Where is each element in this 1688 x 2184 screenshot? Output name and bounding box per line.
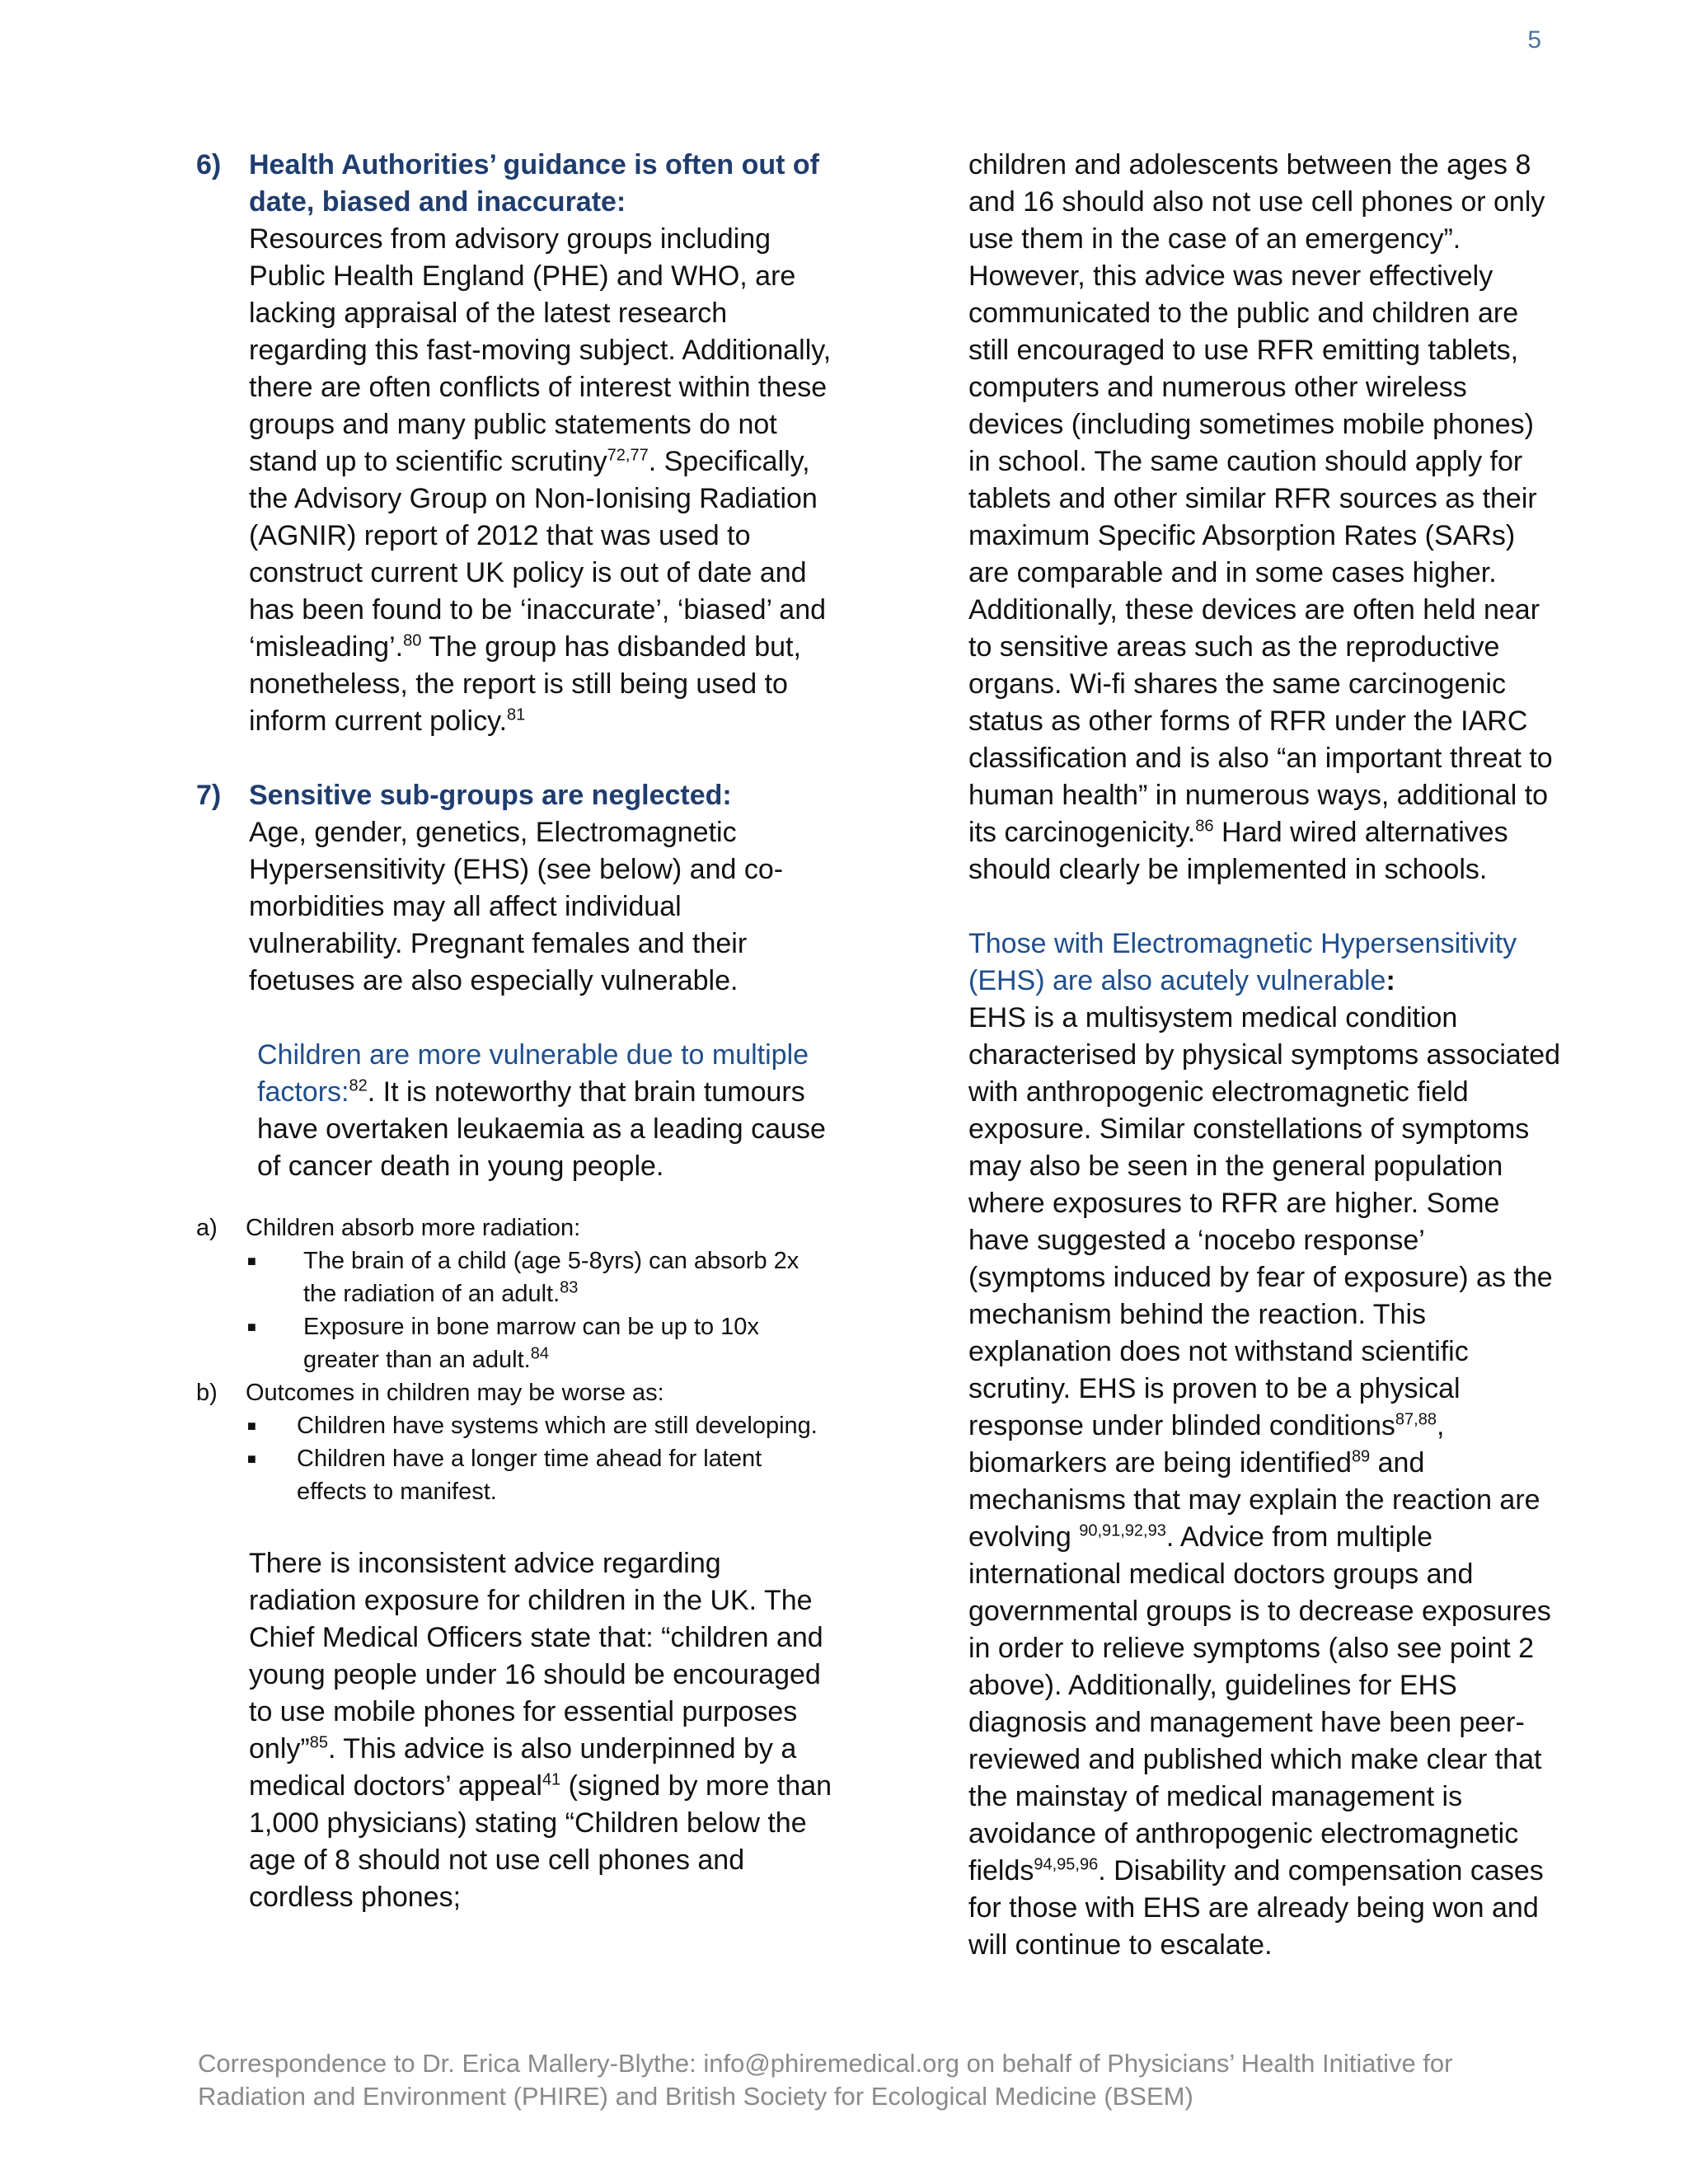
children-vulnerability [249, 1037, 835, 1185]
citation: 82 [349, 1076, 368, 1095]
section-7-heading: Sensitive sub-groups are neglected: [249, 780, 732, 811]
citation: 89 [1351, 1447, 1371, 1466]
square-bullet-icon: ■ [247, 1451, 256, 1467]
citation: 72,77 [607, 446, 649, 465]
citation: 86 [1195, 817, 1214, 836]
right-column [968, 147, 1562, 1964]
square-bullet-icon: ■ [247, 1253, 256, 1269]
section-6-heading: Health Authorities’ guidance is often out of date, biased and inaccurate: [249, 149, 819, 218]
citation: 41 [542, 1770, 561, 1789]
citation: 94,95,96 [1034, 1855, 1099, 1874]
ehs-subheading: Those with Electromagnetic Hypersensitivity (EHS) are also acutely vulnerable: [968, 928, 1517, 996]
children-subheading: Children are more vulnerable due to multiple factors: [257, 1039, 809, 1108]
list-letter: a) [196, 1215, 218, 1241]
bullet-item: ■ The brain of a child (age 5-8yrs) can absorb 2x the radiation of an adult.$^{83}$ [247, 1244, 835, 1310]
citation: 87,88 [1395, 1410, 1437, 1429]
left-column [196, 147, 835, 1916]
children-factors-list [196, 1202, 835, 1508]
citation: 85 [309, 1733, 328, 1752]
bullet-item: ■ Children have a longer time ahead for latent effects to manifest. [247, 1442, 835, 1508]
ehs-paragraph: EHS is a multisystem medical condition characterised by physical symptoms associated with anthropogenic electromagnetic field exposure. Similar constellations of symptoms may also be seen in the general population where exposures to RFR are higher. Some have suggested a ‘nocebo response’ (symptoms induced by fear of exposure) as the mechanism behind the reaction. This explanation does not withstand scientific scrutiny. EHS is proven to be a physical response under blinded conditions$^{87,88}$, biomarkers are being identified$^{89}$ and mechanisms that may explain the reaction are evolving $^{90,91,92,93}$. Advice from multiple international medical doctors groups and governmental groups is to decrease exposures in order to relieve symptoms (also see point 2 above). Additionally, guidelines for EHS diagnosis and management have been peer-reviewed and published which make clear that the mainstay of medical management is avoidance of anthropogenic electromagnetic fields$^{94,95,96}$. Disability and compensation cases for those with EHS are already being won and will continue to escalate. [968, 1002, 1561, 1961]
section-7 [196, 777, 835, 1185]
advice-paragraph: There is inconsistent advice regarding radiation exposure for children in the UK. The Chief Medical Officers state that: “children and young people under 16 should be encouraged to use mobile phones for essential purposes only”$^{85}$. This advice is also underpinned by a medical doctors’ appeal$^{41}$ (signed by more than 1,000 physicians) stating “Children below the age of 8 should not use cell phones and cordless phones; [249, 1548, 832, 1913]
citation: 84 [530, 1344, 549, 1363]
citation: 83 [560, 1278, 579, 1297]
list-item-text: Outcomes in children may be worse as: [246, 1380, 664, 1406]
citation: 81 [507, 705, 526, 724]
children-paragraph: Children are more vulnerable due to multiple factors:$^{82}$. It is noteworthy that brain tumours have overtaken leukaemia as a leading cause of cancer death in young people. [257, 1039, 826, 1182]
bullet-item: ■ Exposure in bone marrow can be up to 10x greater than an adult.$^{84}$ [247, 1310, 835, 1376]
citation: 90,91,92,93 [1079, 1521, 1166, 1540]
section-7-number: 7) [196, 780, 222, 811]
section-7-body: Age, gender, genetics, Electromagnetic Hypersensitivity (EHS) (see below) and co-morbidities may all affect individual vulnerability. Pregnant females and their foetuses are also especially vulnerable. [249, 817, 784, 996]
square-bullet-icon: ■ [247, 1319, 256, 1335]
section-6-body: Resources from advisory groups including Public Health England (PHE) and WHO, are lacking appraisal of the latest research regarding this fast-moving subject. Additionally, there are often conflicts of interest within these groups and many public statements do not stand up to scientific scrutiny$^{72,77}$. Specifically, the Advisory Group on Non-Ionising Radiation (AGNIR) report of 2012 that was used to construct current UK policy is out of date and has been found to be ‘inaccurate’, ‘biased’ and ‘misleading’.$^{80}$ The group has disbanded but, nonetheless, the report is still being used to inform current policy.$^{81}$ [249, 223, 832, 737]
advice-section [196, 1545, 835, 1916]
page-number: 5 [1527, 26, 1541, 54]
section-6 [196, 147, 835, 740]
continuation-paragraph: children and adolescents between the ages 8 and 16 should also not use cell phones or only use them in the case of an emergency”. However, this advice was never effectively communicated to the public and children are still encouraged to use RFR emitting tablets, computers and numerous other wireless devices (including sometimes mobile phones) in school. The same caution should apply for tablets and other similar RFR sources as their maximum Specific Absorption Rates (SARs) are comparable and in some cases higher. Additionally, these devices are often held near to sensitive areas such as the reproductive organs. Wi-fi shares the same carcinogenic status as other forms of RFR under the IARC classification and is also “an important threat to human health” in numerous ways, additional to its carcinogenicity.$^{86}$ Hard wired alternatives should clearly be implemented in schools. [968, 149, 1553, 885]
list-item-a [196, 1212, 835, 1376]
square-bullet-icon: ■ [247, 1418, 256, 1434]
footer-correspondence: Correspondence to Dr. Erica Mallery-Blythe: info@phiremedical.org on behalf of Physicians’ Health Initiative for Radiation and Environment (PHIRE) and British Society for Ecological Medicine (BSEM) [198, 2049, 1453, 2111]
bullet-item: ■ Children have systems which are still developing. [247, 1409, 835, 1442]
list-item-text: Children absorb more radiation: [246, 1215, 581, 1241]
list-item-b [196, 1376, 835, 1508]
list-letter: b) [196, 1380, 218, 1406]
citation: 80 [403, 631, 422, 650]
section-6-number: 6) [196, 149, 222, 180]
